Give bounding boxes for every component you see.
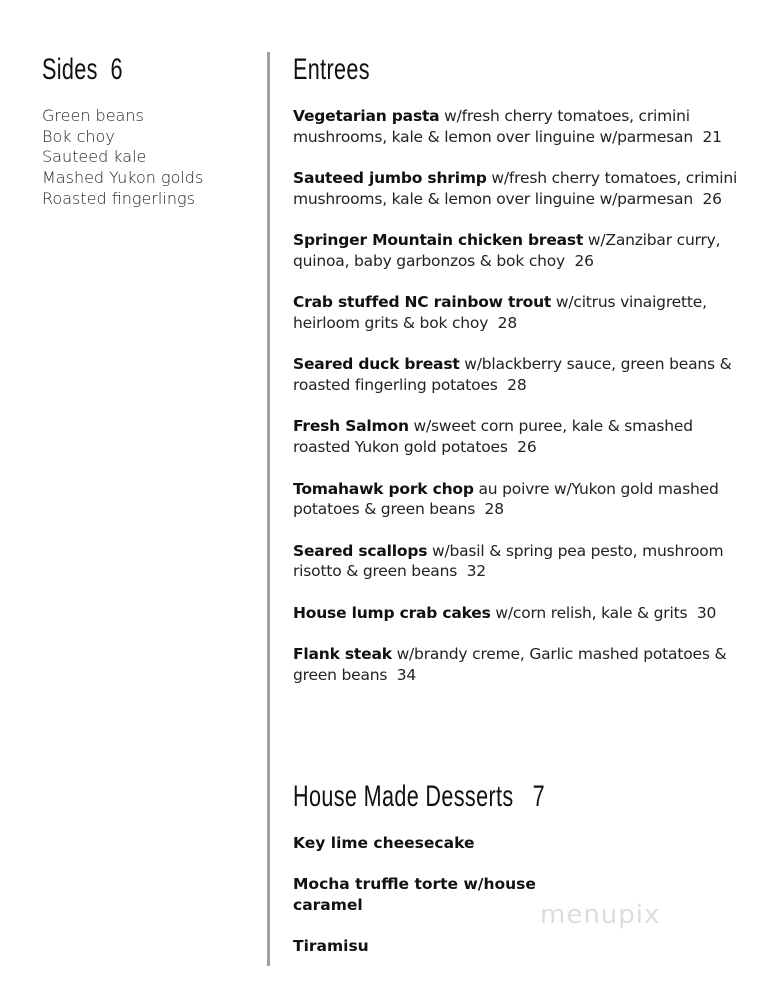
entree-description: w/brandy creme, Garlic mashed potatoes & green beans bbox=[293, 645, 727, 684]
entree-name: Fresh Salmon bbox=[293, 417, 409, 436]
sides-list bbox=[42, 106, 203, 210]
side-item: Green beans bbox=[42, 106, 144, 125]
entree-item bbox=[293, 541, 738, 582]
entree-description: w/citrus vinaigrette, heirloom grits & bok choy bbox=[293, 293, 707, 332]
entree-price: 34 bbox=[396, 665, 417, 684]
side-item: Mashed Yukon golds bbox=[42, 168, 204, 188]
entree-name: Flank steak bbox=[293, 645, 392, 664]
entree-description: w/fresh cherry tomatoes, crimini mushrooms, kale & lemon over linguine w/parmesan bbox=[293, 107, 693, 146]
entree-item bbox=[293, 354, 738, 395]
entree-item bbox=[293, 644, 738, 685]
entree-item bbox=[293, 292, 738, 333]
entree-description: w/blackberry sauce, green beans & roasted fingerling potatoes bbox=[293, 355, 732, 395]
entrees-title: Entrees bbox=[293, 53, 370, 86]
entree-name: Seared scallops bbox=[293, 541, 428, 560]
entree-item bbox=[293, 416, 738, 457]
dessert-item: Mocha truffle torte w/house caramel bbox=[293, 875, 536, 915]
entree-name: Vegetarian pasta bbox=[293, 107, 440, 125]
desserts-list bbox=[293, 833, 543, 978]
entree-price: 26 bbox=[574, 251, 594, 270]
entrees-list bbox=[293, 106, 738, 706]
entree-description: w/fresh cherry tomatoes, crimini mushrooms, kale & lemon over linguine w/parmesan bbox=[293, 169, 738, 208]
sides-title: Sides bbox=[42, 53, 98, 86]
entree-price: 28 bbox=[484, 500, 504, 519]
side-item: Bok choy bbox=[42, 126, 115, 146]
entree-description: au poivre w/Yukon gold mashed potatoes & green beans bbox=[293, 479, 719, 519]
entree-name: Crab stuffed NC rainbow trout bbox=[293, 293, 552, 312]
entree-name: House lump crab cakes bbox=[293, 603, 491, 622]
desserts-title: House Made Desserts bbox=[293, 780, 514, 813]
side-item: Roasted fingerlings bbox=[42, 188, 195, 208]
entree-item bbox=[293, 479, 738, 520]
column-divider bbox=[267, 52, 270, 966]
entree-item bbox=[293, 168, 738, 209]
watermark-logo: menupix bbox=[540, 900, 661, 930]
desserts-price: 7 bbox=[532, 780, 545, 813]
dessert-item: Key lime cheesecake bbox=[293, 834, 475, 852]
dessert-item: Tiramisu bbox=[293, 937, 369, 956]
side-item: Sauteed kale bbox=[42, 147, 147, 167]
entree-name: Tomahawk pork chop bbox=[293, 479, 474, 498]
entree-price: 32 bbox=[466, 562, 486, 581]
entree-price: 21 bbox=[702, 127, 722, 146]
entree-item bbox=[293, 603, 738, 624]
entree-price: 30 bbox=[696, 603, 717, 622]
entree-description: w/corn relish, kale & grits bbox=[495, 603, 688, 622]
entree-item bbox=[293, 106, 738, 147]
entrees-heading bbox=[293, 53, 370, 87]
desserts-heading bbox=[293, 780, 545, 814]
entree-name: Seared duck breast bbox=[293, 355, 460, 374]
entree-price: 28 bbox=[507, 376, 527, 395]
entree-name: Sauteed jumbo shrimp bbox=[293, 169, 487, 188]
entree-description: w/basil & spring pea pesto, mushroom risotto & green beans bbox=[293, 541, 724, 581]
entree-item bbox=[293, 230, 738, 271]
entree-name: Springer Mountain chicken breast bbox=[293, 231, 584, 250]
entree-price: 26 bbox=[517, 438, 537, 457]
entree-description: w/sweet corn puree, kale & smashed roasted Yukon gold potatoes bbox=[293, 417, 693, 457]
entree-price: 26 bbox=[702, 189, 722, 208]
entree-description: w/Zanzibar curry, quinoa, baby garbonzos & bok choy bbox=[293, 231, 721, 270]
entree-price: 28 bbox=[497, 313, 517, 332]
sides-price: 6 bbox=[110, 53, 123, 86]
sides-heading bbox=[42, 53, 123, 87]
